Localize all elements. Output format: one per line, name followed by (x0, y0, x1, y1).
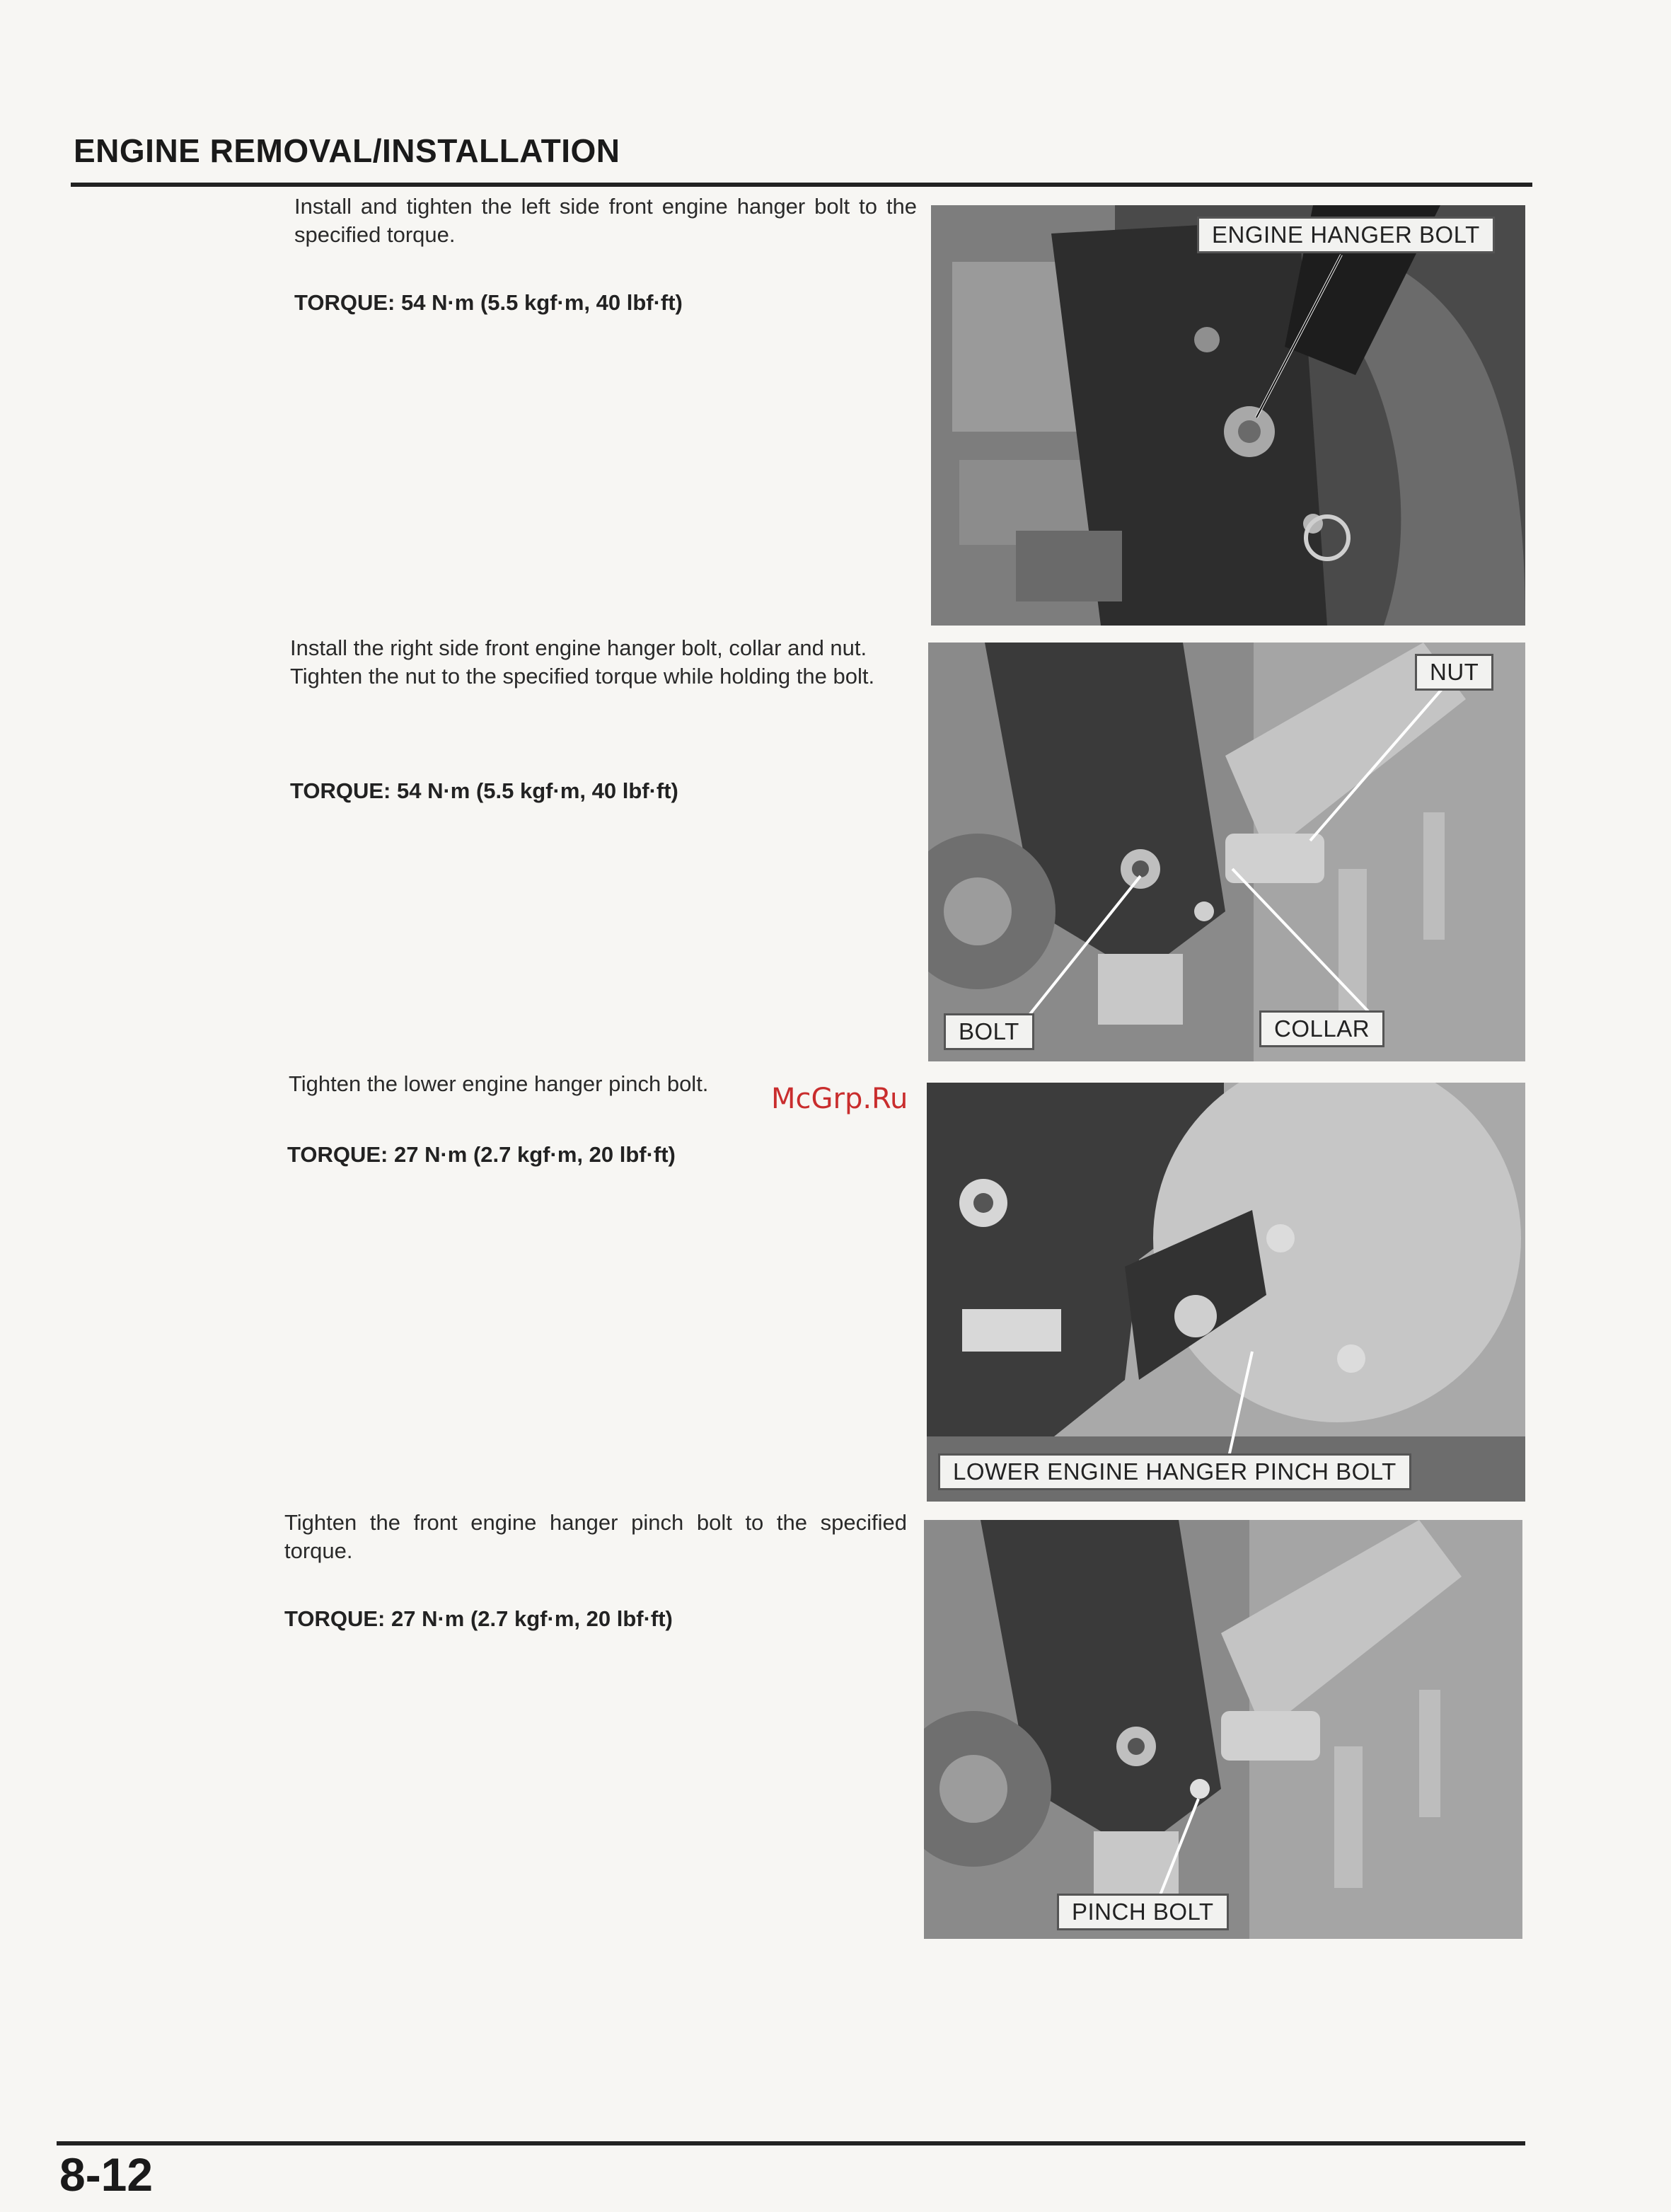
callout-nut: NUT (1415, 654, 1493, 691)
step-3-photo (927, 1083, 1525, 1502)
step-1-line-1: Install and tighten the left side front engine hanger bolt to the specified torque. (294, 194, 917, 247)
step-2-line-2: Tighten the nut to the specified torque while holding the bolt. (290, 664, 875, 689)
step-3-line-1: Tighten the lower engine hanger pinch bolt. (289, 1071, 709, 1096)
step-4-instructions (284, 1509, 907, 1565)
step-3-torque: TORQUE: 27 N·m (2.7 kgf·m, 20 lbf·ft) (287, 1142, 676, 1167)
callout-pinch-bolt: PINCH BOLT (1057, 1894, 1229, 1930)
step-2-torque: TORQUE: 54 N·m (5.5 kgf·m, 40 lbf·ft) (290, 778, 678, 803)
step-4-line-1: Tighten the front engine hanger pinch bolt to the specified torque. (284, 1510, 907, 1563)
step-4-torque: TORQUE: 27 N·m (2.7 kgf·m, 20 lbf·ft) (284, 1606, 673, 1631)
step-1-torque: TORQUE: 54 N·m (5.5 kgf·m, 40 lbf·ft) (294, 290, 683, 315)
step-1-instructions (294, 192, 917, 249)
page-title: ENGINE REMOVAL/INSTALLATION (74, 132, 620, 169)
callout-engine-hanger-bolt: ENGINE HANGER BOLT (1197, 217, 1495, 253)
callout-bolt: BOLT (944, 1013, 1034, 1050)
watermark: McGrp.Ru (771, 1083, 908, 1115)
callout-lower-engine-hanger-pinch-bolt: LOWER ENGINE HANGER PINCH BOLT (938, 1453, 1411, 1490)
callout-collar: COLLAR (1259, 1010, 1384, 1047)
step-4-photo (924, 1520, 1522, 1939)
header-rule (71, 183, 1532, 187)
step-2-photo (928, 643, 1525, 1061)
step-1-photo (931, 205, 1525, 626)
footer-rule (57, 2141, 1525, 2145)
step-2-instructions (290, 634, 913, 691)
step-2-line-1: Install the right side front engine hanger bolt, collar and nut. (290, 635, 867, 660)
page-number: 8-12 (59, 2148, 154, 2201)
